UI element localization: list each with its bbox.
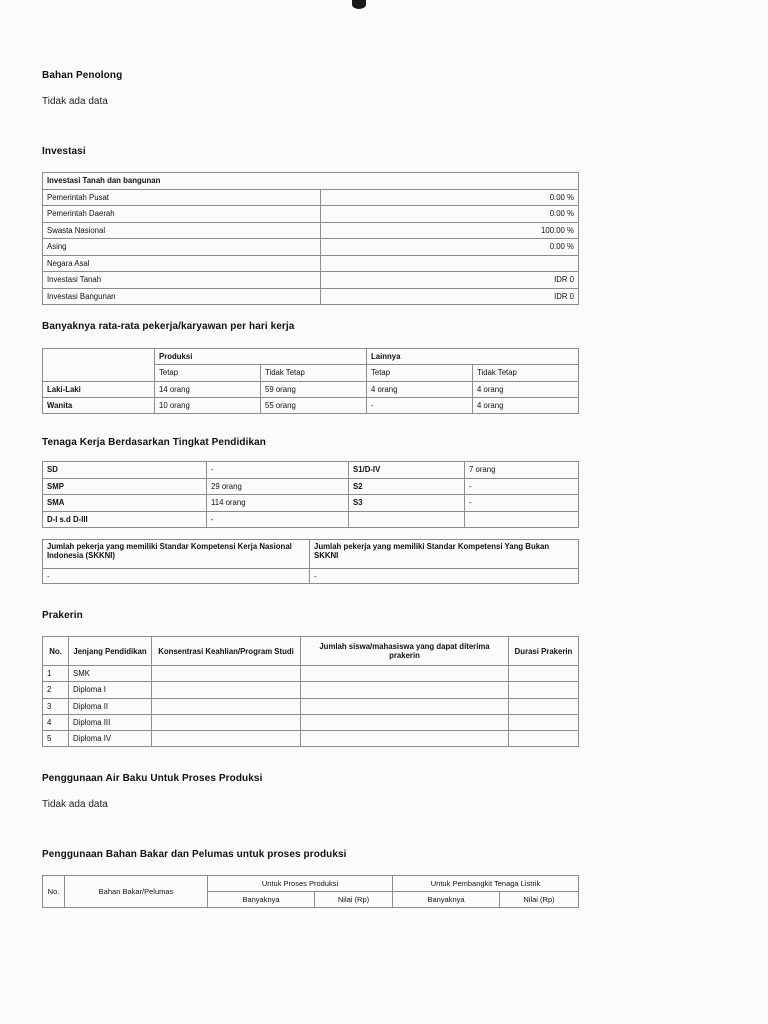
group-header-lainnya: Lainnya (367, 349, 579, 365)
empty-cell (509, 714, 579, 730)
table-row (43, 666, 579, 682)
skkni-value: - (43, 569, 310, 584)
row-label: Wanita (43, 397, 155, 413)
column-header: Konsentrasi Keahlian/Program Studi (152, 637, 301, 666)
cell: 55 orang (261, 397, 367, 413)
section-title-pekerja: Banyaknya rata-rata pekerja/karyawan per hari kerja (42, 321, 295, 332)
table-row (43, 698, 579, 714)
row-label: Laki-Laki (43, 381, 155, 397)
investasi-table-header: Investasi Tanah dan bangunan (43, 173, 579, 190)
investasi-value: 0.00 % (321, 189, 579, 206)
table-row (43, 288, 579, 305)
sub-header: Tidak Tetap (473, 365, 579, 381)
pekerja-table (42, 348, 579, 414)
section-title-bahan-penolong: Bahan Penolong (42, 70, 123, 81)
section-title-pendidikan: Tenaga Kerja Berdasarkan Tingkat Pendidikan (42, 437, 267, 448)
section-title-bahan-bakar: Penggunaan Bahan Bakar dan Pelumas untuk proses produksi (42, 849, 347, 860)
investasi-label: Investasi Tanah (43, 272, 321, 289)
empty-cell (152, 666, 301, 682)
edu-level: S2 (349, 478, 465, 495)
row-number: 3 (43, 698, 69, 714)
table-row (43, 569, 579, 584)
pendidikan-table (42, 461, 579, 528)
cell: 59 orang (261, 381, 367, 397)
column-header: Jumlah siswa/mahasiswa yang dapat diterima prakerin (301, 637, 509, 666)
edu-level: S3 (349, 495, 465, 512)
empty-cell (152, 714, 301, 730)
empty-cell (509, 682, 579, 698)
table-row (43, 272, 579, 289)
table-row (43, 462, 579, 479)
edu-count: 29 orang (207, 478, 349, 495)
group-header-produksi: Produksi (155, 349, 367, 365)
row-number: 2 (43, 682, 69, 698)
investasi-value (321, 255, 579, 272)
cell: 10 orang (155, 397, 261, 413)
table-row (43, 189, 579, 206)
investasi-value: 0.00 % (321, 239, 579, 256)
column-header: No. (43, 637, 69, 666)
air-baku-text: Tidak ada data (42, 799, 108, 810)
empty-cell (301, 666, 509, 682)
cell: - (367, 397, 473, 413)
jenjang-cell: Diploma IV (69, 731, 152, 747)
empty-cell (152, 682, 301, 698)
empty-cell (301, 698, 509, 714)
empty-cell (152, 698, 301, 714)
edu-count: - (207, 511, 349, 528)
table-row (43, 714, 579, 730)
investasi-label: Swasta Nasional (43, 222, 321, 239)
investasi-label: Pemerintah Pusat (43, 189, 321, 206)
edu-level: S1/D-IV (349, 462, 465, 479)
table-row (43, 222, 579, 239)
edu-count (465, 511, 579, 528)
investasi-table (42, 172, 579, 305)
section-title-prakerin: Prakerin (42, 610, 83, 621)
investasi-label: Asing (43, 239, 321, 256)
column-header: Jenjang Pendidikan (69, 637, 152, 666)
skkni-header: Jumlah pekerja yang memiliki Standar Kompetensi Kerja Nasional Indonesia (SKKNI) (43, 540, 310, 569)
table-row (43, 511, 579, 528)
cell: 4 orang (367, 381, 473, 397)
cell: 14 orang (155, 381, 261, 397)
prakerin-table (42, 636, 579, 747)
table-row (43, 381, 579, 397)
empty-cell (301, 682, 509, 698)
jenjang-cell: Diploma II (69, 698, 152, 714)
column-header: No. (43, 876, 65, 908)
non-skkni-value: - (310, 569, 579, 584)
group-header: Untuk Proses Produksi (208, 876, 393, 892)
table-row (43, 239, 579, 256)
jenjang-cell: Diploma III (69, 714, 152, 730)
cell: 4 orang (473, 381, 579, 397)
investasi-value: 0.00 % (321, 206, 579, 223)
edu-count: 114 orang (207, 495, 349, 512)
row-number: 1 (43, 666, 69, 682)
sub-header: Banyaknya (393, 892, 500, 908)
table-row (43, 397, 579, 413)
column-header: Durasi Prakerin (509, 637, 579, 666)
edu-level (349, 511, 465, 528)
sub-header: Nilai (Rp) (500, 892, 579, 908)
table-row (43, 682, 579, 698)
edu-count: - (465, 495, 579, 512)
investasi-label: Investasi Bangunan (43, 288, 321, 305)
empty-cell (301, 714, 509, 730)
ink-speck (352, 0, 366, 9)
investasi-value: 100.00 % (321, 222, 579, 239)
investasi-value: IDR 0 (321, 288, 579, 305)
table-row (43, 495, 579, 512)
investasi-label: Negara Asal (43, 255, 321, 272)
skkni-table (42, 539, 579, 584)
table-row (43, 478, 579, 495)
sub-header: Tidak Tetap (261, 365, 367, 381)
edu-count: - (465, 478, 579, 495)
empty-cell (509, 666, 579, 682)
edu-level: SD (43, 462, 207, 479)
sub-header: Nilai (Rp) (315, 892, 393, 908)
cell: 4 orang (473, 397, 579, 413)
edu-count: 7 orang (465, 462, 579, 479)
bahan-penolong-text: Tidak ada data (42, 96, 108, 107)
jenjang-cell: SMK (69, 666, 152, 682)
empty-corner-cell (43, 349, 155, 382)
sub-header: Tetap (367, 365, 473, 381)
non-skkni-header: Jumlah pekerja yang memiliki Standar Kompetensi Yang Bukan SKKNI (310, 540, 579, 569)
empty-cell (152, 731, 301, 747)
sub-header: Tetap (155, 365, 261, 381)
edu-count: - (207, 462, 349, 479)
investasi-value: IDR 0 (321, 272, 579, 289)
table-row (43, 731, 579, 747)
row-number: 5 (43, 731, 69, 747)
section-title-investasi: Investasi (42, 146, 86, 157)
column-header: Bahan Bakar/Pelumas (65, 876, 208, 908)
sub-header: Banyaknya (208, 892, 315, 908)
jenjang-cell: Diploma I (69, 682, 152, 698)
section-title-air-baku: Penggunaan Air Baku Untuk Proses Produksi (42, 773, 263, 784)
bahan-bakar-table (42, 875, 579, 908)
empty-cell (301, 731, 509, 747)
row-number: 4 (43, 714, 69, 730)
empty-cell (509, 698, 579, 714)
empty-cell (509, 731, 579, 747)
edu-level: SMA (43, 495, 207, 512)
group-header: Untuk Pembangkit Tenaga Listrik (393, 876, 579, 892)
table-row (43, 206, 579, 223)
edu-level: D-I s.d D-III (43, 511, 207, 528)
table-row (43, 255, 579, 272)
edu-level: SMP (43, 478, 207, 495)
investasi-label: Pemerintah Daerah (43, 206, 321, 223)
